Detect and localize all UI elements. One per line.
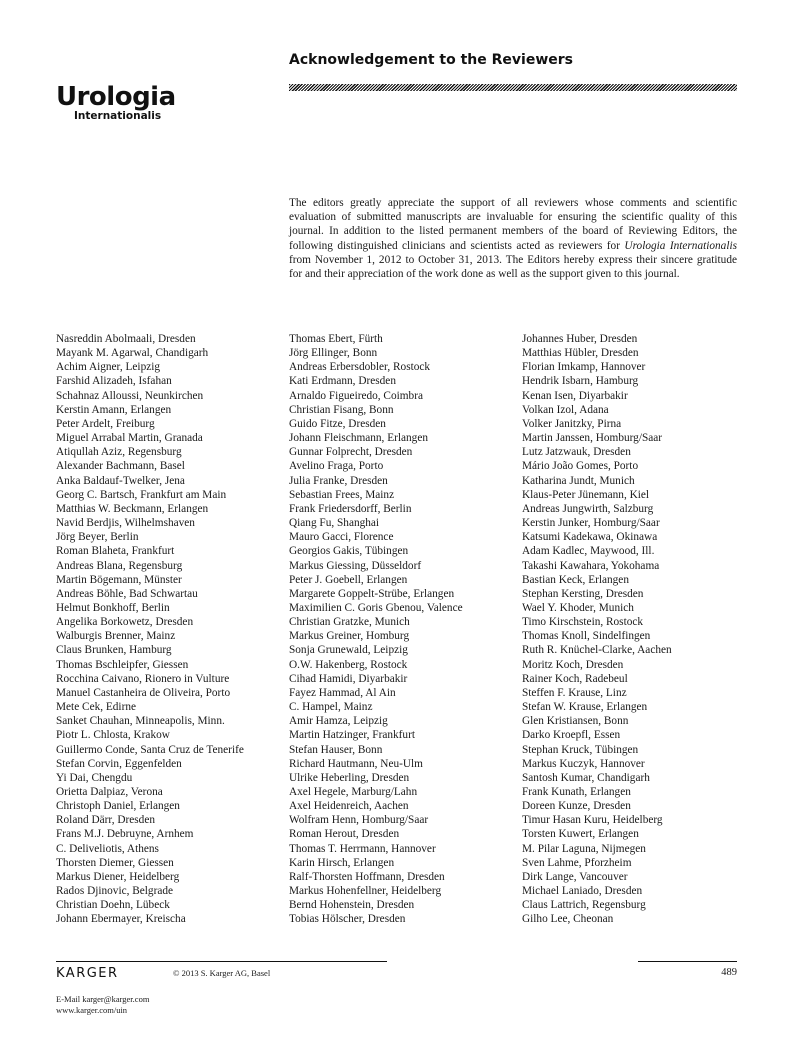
- reviewer-entry: Rocchina Caivano, Rionero in Vulture: [56, 672, 230, 685]
- reviewer-entry: Jörg Ellinger, Bonn: [289, 347, 378, 360]
- reviewer-entry: Sanket Chauhan, Minneapolis, Minn.: [56, 715, 225, 728]
- reviewer-entry: Ulrike Heberling, Dresden: [289, 771, 410, 784]
- reviewer-entry: Thomas Ebert, Fürth: [289, 333, 383, 345]
- title-rule: [289, 84, 737, 91]
- reviewer-entry: Guillermo Conde, Santa Cruz de Tenerife: [56, 743, 244, 756]
- reviewer-entry: Mauro Gacci, Florence: [289, 531, 394, 544]
- reviewer-entry: Darko Kroepfl, Essen: [522, 729, 621, 742]
- reviewer-entry: Claus Lattrich, Regensburg: [522, 899, 646, 912]
- reviewer-entry: Roman Herout, Dresden: [289, 828, 400, 841]
- reviewer-entry: Kati Erdmann, Dresden: [289, 375, 396, 388]
- reviewer-entry: Bastian Keck, Erlangen: [522, 573, 629, 586]
- reviewer-entry: Axel Heidenreich, Aachen: [289, 800, 409, 813]
- footer-rule-left: [56, 961, 387, 962]
- reviewer-entry: Moritz Koch, Dresden: [522, 658, 624, 671]
- reviewer-entry: Andreas Böhle, Bad Schwartau: [56, 587, 198, 600]
- publisher-logo: KARGER: [56, 966, 119, 981]
- reviewer-entry: Schahnaz Alloussi, Neunkirchen: [56, 389, 204, 402]
- reviewer-entry: Martin Hatzinger, Frankfurt: [289, 729, 415, 742]
- reviewer-entry: Stephan Kersting, Dresden: [522, 587, 644, 600]
- reviewer-entry: Peter Ardelt, Freiburg: [56, 417, 155, 430]
- reviewer-entry: Takashi Kawahara, Yokohama: [522, 559, 660, 572]
- reviewer-entry: Arnaldo Figueiredo, Coimbra: [289, 389, 423, 402]
- reviewer-entry: Richard Hautmann, Neu-Ulm: [289, 757, 423, 770]
- reviewer-entry: Jörg Beyer, Berlin: [56, 531, 139, 544]
- reviewer-entry: Klaus-Peter Jünemann, Kiel: [522, 488, 650, 501]
- reviewer-entry: Navid Berdjis, Wilhelmshaven: [56, 517, 195, 530]
- reviewer-entry: Tobias Hölscher, Dresden: [289, 913, 406, 926]
- reviewer-entry: Bernd Hohenstein, Dresden: [289, 899, 415, 912]
- reviewer-entry: Johann Fleischmann, Erlangen: [289, 432, 428, 445]
- reviewer-entry: Lutz Jatzwauk, Dresden: [522, 446, 631, 459]
- reviewer-entry: Georgios Gakis, Tübingen: [289, 545, 409, 558]
- reviewer-entry: Anka Baldauf-Twelker, Jena: [56, 474, 185, 487]
- reviewer-entry: Stefan W. Krause, Erlangen: [522, 701, 648, 714]
- reviewer-entry: Thorsten Diemer, Giessen: [56, 856, 174, 869]
- reviewer-entry: Manuel Castanheira de Oliveira, Porto: [56, 686, 231, 699]
- reviewer-entry: Thomas Knoll, Sindelfingen: [522, 630, 651, 643]
- reviewer-entry: Markus Kuczyk, Hannover: [522, 757, 645, 770]
- reviewer-entry: Orietta Dalpiaz, Verona: [56, 786, 163, 798]
- reviewer-entry: Wolfram Henn, Homburg/Saar: [289, 814, 429, 827]
- reviewer-entry: Roman Blaheta, Frankfurt: [56, 545, 175, 558]
- reviewer-entry: Stefan Hauser, Bonn: [289, 743, 383, 756]
- reviewer-entry: Mayank M. Agarwal, Chandigarh: [56, 347, 209, 360]
- reviewer-entry: Christian Gratzke, Munich: [289, 616, 410, 629]
- contact-info: [56, 994, 149, 1016]
- reviewer-entry: Miguel Arrabal Martin, Granada: [56, 432, 203, 445]
- reviewer-entry: Nasreddin Abolmaali, Dresden: [56, 333, 196, 345]
- reviewer-entry: Andreas Erbersdobler, Rostock: [289, 361, 431, 374]
- reviewer-entry: Atiqullah Aziz, Regensburg: [56, 446, 182, 459]
- reviewer-entry: Adam Kadlec, Maywood, Ill.: [522, 545, 655, 558]
- reviewer-entry: Farshid Alizadeh, Isfahan: [56, 375, 172, 388]
- reviewer-entry: Avelino Fraga, Porto: [289, 460, 384, 473]
- reviewer-entry: Karin Hirsch, Erlangen: [289, 856, 395, 869]
- reviewer-entry: Ralf-Thorsten Hoffmann, Dresden: [289, 870, 445, 883]
- reviewer-entry: Hendrik Isbarn, Hamburg: [522, 375, 639, 388]
- reviewer-entry: Axel Hegele, Marburg/Lahn: [289, 786, 418, 798]
- reviewer-entry: Matthias W. Beckmann, Erlangen: [56, 502, 209, 515]
- reviewer-entry: Sebastian Frees, Mainz: [289, 488, 395, 501]
- reviewer-entry: Alexander Bachmann, Basel: [56, 460, 185, 473]
- reviewer-entry: C. Deliveliotis, Athens: [56, 842, 159, 855]
- reviewer-entry: Thomas T. Herrmann, Hannover: [289, 842, 436, 855]
- reviewer-entry: Florian Imkamp, Hannover: [522, 361, 646, 374]
- reviewer-entry: Markus Diener, Heidelberg: [56, 870, 180, 883]
- reviewer-entry: Claus Brunken, Hamburg: [56, 644, 172, 657]
- reviewer-entry: Frank Kunath, Erlangen: [522, 786, 631, 798]
- article-title: Acknowledgement to the Reviewers: [289, 52, 573, 68]
- reviewer-entry: Julia Franke, Dresden: [289, 474, 388, 487]
- reviewer-entry: Volkan Izol, Adana: [522, 403, 609, 416]
- reviewer-entry: Kerstin Junker, Homburg/Saar: [522, 517, 660, 530]
- reviewer-entry: Sven Lahme, Pforzheim: [522, 856, 632, 869]
- reviewer-entry: Achim Aigner, Leipzig: [56, 361, 161, 374]
- reviewer-entry: M. Pilar Laguna, Nijmegen: [522, 842, 646, 855]
- intro-paragraph: [289, 196, 737, 281]
- reviewer-column-3: [522, 332, 752, 927]
- reviewer-entry: Markus Hohenfellner, Heidelberg: [289, 885, 442, 898]
- reviewer-entry: Doreen Kunze, Dresden: [522, 800, 631, 813]
- reviewer-entry: Timur Hasan Kuru, Heidelberg: [522, 814, 663, 827]
- reviewer-entry: Andreas Blana, Regensburg: [56, 559, 183, 572]
- footer-rule-right: [638, 961, 737, 962]
- page-number: 489: [721, 967, 737, 978]
- reviewer-entry: Johann Ebermayer, Kreischa: [56, 913, 186, 926]
- reviewer-entry: Martin Janssen, Homburg/Saar: [522, 432, 663, 445]
- reviewer-entry: Christian Doehn, Lübeck: [56, 899, 170, 912]
- intro-journal-name: Urologia Internationalis: [624, 239, 737, 252]
- reviewer-column-1: [56, 332, 286, 927]
- reviewer-entry: Andreas Jungwirth, Salzburg: [522, 502, 654, 515]
- reviewer-entry: O.W. Hakenberg, Rostock: [289, 658, 408, 671]
- reviewer-entry: Helmut Bonkhoff, Berlin: [56, 601, 170, 614]
- reviewer-entry: Yi Dai, Chengdu: [56, 771, 133, 784]
- intro-text-part1: The editors greatly appreciate the support of all reviewers whose comments and scientific evaluation of submitted manuscripts are invaluable for ensuring the scientific quality of this journal. In addition to the listed permanent members of the board of Reviewing Editors, the following distinguished clinicians and scientists acted as reviewers for: [289, 197, 737, 252]
- reviewer-entry: Michael Laniado, Dresden: [522, 885, 643, 898]
- reviewer-entry: Cihad Hamidi, Diyarbakir: [289, 672, 408, 685]
- reviewer-entry: Glen Kristiansen, Bonn: [522, 715, 629, 728]
- reviewer-entry: Steffen F. Krause, Linz: [522, 686, 627, 699]
- intro-text-part2: from November 1, 2012 to October 31, 2013. The Editors hereby express their sincere gratitude for and their appreciation of the work done as well as the support given to this journal.: [289, 253, 737, 281]
- reviewer-entry: Dirk Lange, Vancouver: [522, 870, 628, 883]
- reviewer-entry: Stephan Kruck, Tübingen: [522, 743, 639, 756]
- reviewer-entry: Qiang Fu, Shanghai: [289, 517, 380, 530]
- reviewer-entry: Rainer Koch, Radebeul: [522, 672, 628, 685]
- reviewer-entry: Peter J. Goebell, Erlangen: [289, 573, 408, 586]
- reviewer-entry: Torsten Kuwert, Erlangen: [522, 828, 639, 841]
- reviewer-entry: Gilho Lee, Cheonan: [522, 913, 614, 926]
- contact-email: E-Mail karger@karger.com: [56, 994, 150, 1004]
- reviewer-entry: Kenan Isen, Diyarbakir: [522, 389, 628, 402]
- reviewer-entry: Ruth R. Knüchel-Clarke, Aachen: [522, 644, 672, 657]
- reviewer-entry: Sonja Grunewald, Leipzig: [289, 644, 408, 657]
- reviewer-entry: Katsumi Kadekawa, Okinawa: [522, 531, 658, 544]
- reviewer-entry: Piotr L. Chlosta, Krakow: [56, 729, 170, 742]
- reviewer-entry: Timo Kirschstein, Rostock: [522, 616, 644, 629]
- reviewer-entry: Thomas Bschleipfer, Giessen: [56, 658, 189, 671]
- reviewer-entry: Kerstin Amann, Erlangen: [56, 403, 172, 416]
- reviewer-entry: Angelika Borkowetz, Dresden: [56, 616, 194, 629]
- reviewer-entry: Walburgis Brenner, Mainz: [56, 630, 176, 643]
- reviewer-entry: Gunnar Folprecht, Dresden: [289, 446, 413, 459]
- reviewer-entry: Markus Greiner, Homburg: [289, 630, 410, 643]
- reviewer-entry: Fayez Hammad, Al Ain: [289, 686, 396, 699]
- reviewer-entry: Santosh Kumar, Chandigarh: [522, 771, 650, 784]
- reviewer-entry: Roland Därr, Dresden: [56, 814, 155, 827]
- reviewer-entry: Amir Hamza, Leipzig: [289, 715, 388, 728]
- reviewer-entry: Wael Y. Khoder, Munich: [522, 601, 634, 614]
- reviewer-entry: Martin Bögemann, Münster: [56, 573, 182, 586]
- reviewer-entry: Stefan Corvin, Eggenfelden: [56, 757, 182, 770]
- journal-logo-title: Urologia: [56, 82, 176, 112]
- reviewer-entry: Guido Fitze, Dresden: [289, 417, 386, 430]
- reviewer-entry: C. Hampel, Mainz: [289, 701, 373, 714]
- reviewer-column-2: [289, 332, 519, 927]
- journal-logo-subtitle: Internationalis: [74, 110, 162, 122]
- reviewer-entry: Rados Djinovic, Belgrade: [56, 885, 174, 898]
- reviewer-entry: Katharina Jundt, Munich: [522, 474, 635, 487]
- reviewer-entry: Margarete Goppelt-Strübe, Erlangen: [289, 587, 455, 600]
- reviewer-entry: Markus Giessing, Düsseldorf: [289, 559, 422, 572]
- reviewer-entry: Volker Janitzky, Pirna: [522, 417, 622, 430]
- reviewer-entry: Johannes Huber, Dresden: [522, 333, 638, 345]
- contact-website[interactable]: www.karger.com/uin: [56, 1005, 128, 1015]
- reviewer-entry: Maximilien C. Goris Gbenou, Valence: [289, 601, 463, 614]
- reviewer-entry: Georg C. Bartsch, Frankfurt am Main: [56, 488, 227, 501]
- reviewer-entry: Frans M.J. Debruyne, Arnhem: [56, 828, 194, 841]
- reviewer-entry: Christoph Daniel, Erlangen: [56, 800, 180, 813]
- reviewer-entry: Mete Cek, Edirne: [56, 701, 136, 714]
- reviewer-entry: Frank Friedersdorff, Berlin: [289, 502, 412, 515]
- copyright-notice: © 2013 S. Karger AG, Basel: [173, 968, 271, 978]
- reviewer-entry: Mário João Gomes, Porto: [522, 460, 639, 473]
- reviewer-entry: Matthias Hübler, Dresden: [522, 347, 639, 360]
- reviewer-entry: Christian Fisang, Bonn: [289, 403, 394, 416]
